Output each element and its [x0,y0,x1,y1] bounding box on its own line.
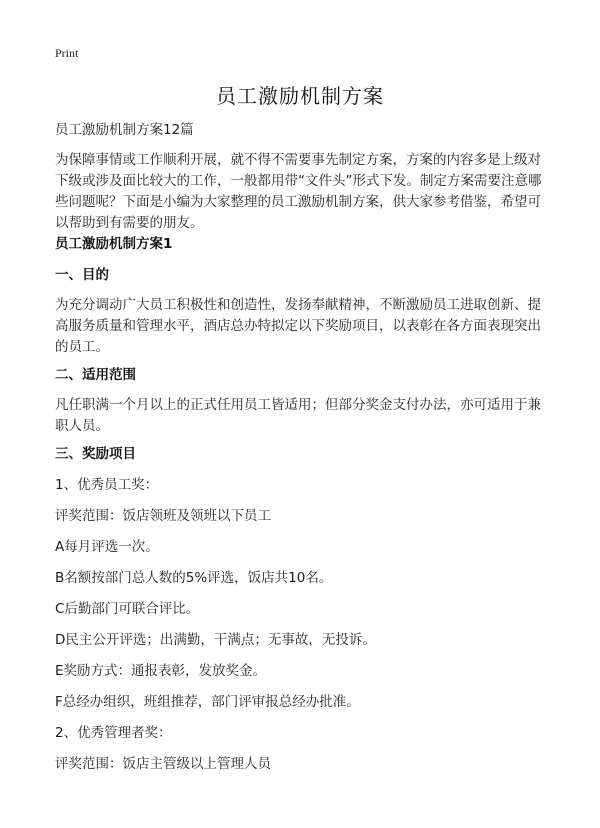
intro-paragraph [55,150,555,234]
heading-purpose: 一、目的 [55,267,109,283]
award-2-scope: 评奖范围：饭店主管级以上管理人员 [55,756,271,772]
award-1-rule-b: B名额按部门总人数的5%评选，饭店共10名。 [55,570,333,586]
intro-line: 以帮助到有需要的朋友。 [55,215,204,231]
purpose-paragraph [55,295,555,358]
purpose-line: 高服务质量和管理水平，酒店总办特拟定以下奖励项目，以表彰在各方面表现突出 [55,318,541,334]
print-label: Print [55,46,79,60]
document-subtitle: 员工激励机制方案12篇 [55,122,194,138]
award-1-rule-e: E奖励方式：通报表彰，发放奖金。 [55,663,267,679]
intro-line: 些问题呢？下面是小编为大家整理的员工激励机制方案，供大家参考借鉴，希望可 [55,194,541,210]
heading-scope: 二、适用范围 [55,367,136,383]
award-1-rule-d: D民主公开评选；出满勤，干满点；无事故，无投诉。 [55,632,376,648]
heading-awards: 三、奖励项目 [55,446,136,462]
intro-line: 为保障事情或工作顺利开展，就不得不需要事先制定方案，方案的内容多是上级对 [55,152,541,168]
section-title: 员工激励机制方案1 [55,236,173,252]
award-item-1: 1、优秀员工奖： [55,477,159,493]
award-1-rule-c: C后勤部门可联合评比。 [55,601,200,617]
purpose-line: 为充分调动广大员工积极性和创造性，发扬奉献精神，不断激励员工进取创新、提 [55,297,541,313]
intro-line: 下级或涉及面比较大的工作，一般都用带“文件头”形式下发。制定方案需要注意哪 [55,173,542,189]
award-1-rule-a: A每月评选一次。 [55,539,159,555]
scope-paragraph [55,395,555,437]
award-1-scope: 评奖范围：饭店领班及领班以下员工 [55,508,271,524]
award-1-rule-f: F总经办组织，班组推荐，部门评审报总经办批准。 [55,694,360,710]
scope-line: 凡任职满一个月以上的正式任用员工皆适用；但部分奖金支付办法，亦可适用于兼 [55,397,541,413]
scope-line: 职人员。 [55,418,109,434]
document-title: 员工激励机制方案 [216,84,384,108]
award-item-2: 2、优秀管理者奖： [55,725,172,741]
purpose-line: 的员工。 [55,339,109,355]
